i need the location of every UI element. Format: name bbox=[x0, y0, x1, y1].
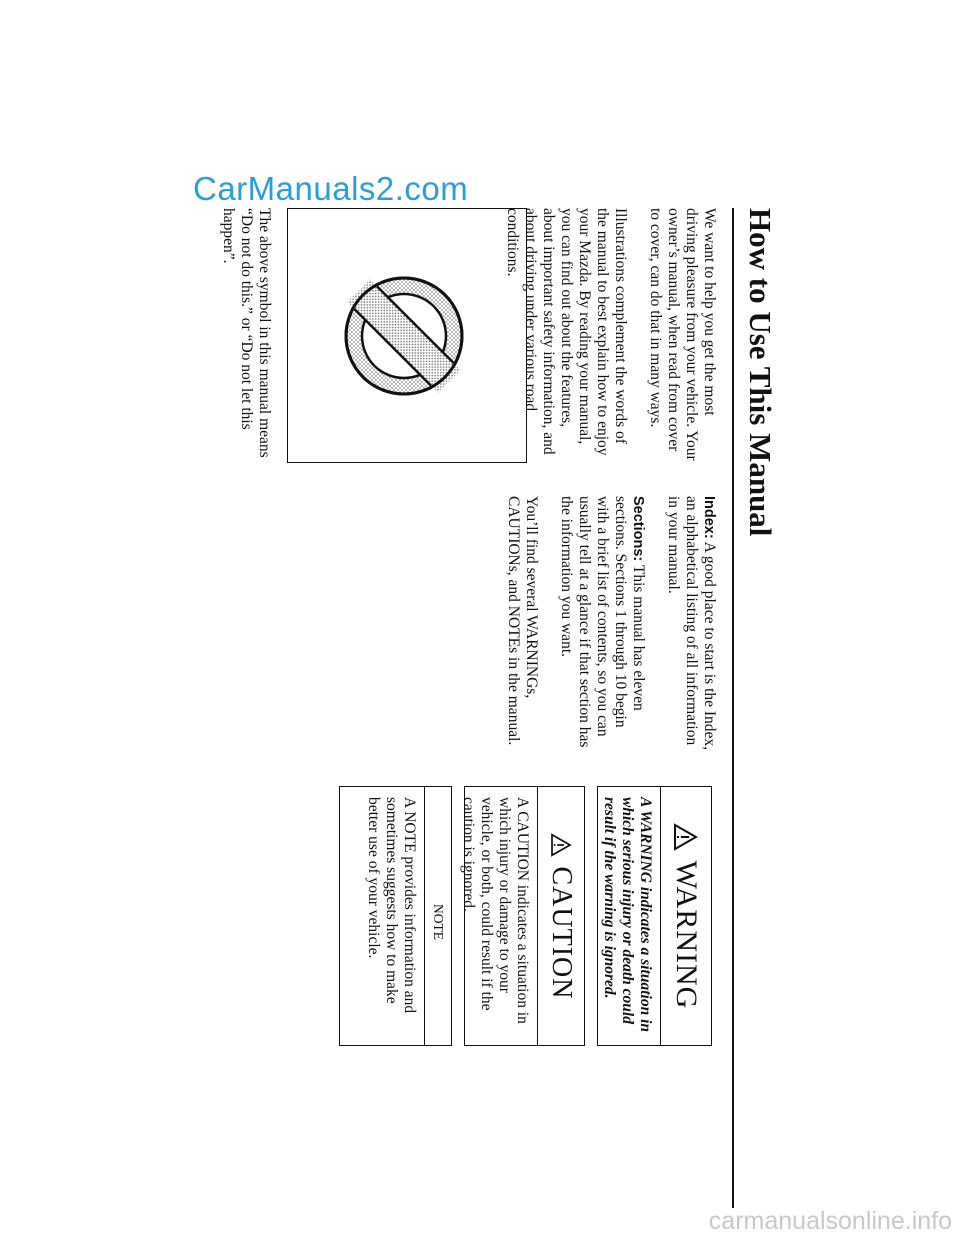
intro-paragraph: We want to help you get the most driving pleasure from your vehicle. Your owner’s manual, when read from cover to cover, can do that in many ways. bbox=[647, 208, 718, 461]
middle-column bbox=[487, 496, 718, 758]
sections-text: This manual has eleven sections. Sections 1 through 10 begin with a brief list of contents, so you can usually tell at a glance if that section has the information you want. bbox=[558, 496, 647, 748]
notice-boxes bbox=[327, 786, 712, 1046]
page-title: How to Use This Manual bbox=[743, 208, 778, 537]
symbol-caption: The above symbol in this manual means “Do not do this.” or “Do not let this happen”. bbox=[220, 208, 273, 458]
warning-heading-text: WARNING bbox=[670, 860, 703, 1010]
warning-triangle-icon bbox=[674, 823, 699, 851]
caution-text: A CAUTION indicates a situation in which injury or damage to your vehicle, or both, could result if the caution is ignored. bbox=[460, 797, 531, 1024]
manual-page bbox=[188, 208, 778, 1208]
notices-paragraph: You’ll find several WARNINGs, CAUTIONs, and NOTEs in the manual. bbox=[505, 496, 540, 746]
caution-heading bbox=[537, 787, 584, 1045]
prohibition-symbol-box bbox=[287, 208, 527, 463]
sections-label: Sections: bbox=[630, 496, 646, 562]
warning-box bbox=[597, 786, 712, 1046]
watermark-carmanuals2: CarManuals2.com bbox=[193, 170, 469, 207]
note-heading: NOTE bbox=[424, 787, 451, 1045]
note-text: A NOTE provides information and sometimes suggests how to make better use of your vehicle. bbox=[365, 797, 418, 1014]
index-paragraph bbox=[664, 496, 718, 758]
watermark-carmanualsonline: carmanualsonline.info bbox=[708, 1207, 952, 1235]
title-rule bbox=[732, 208, 734, 1208]
prohibition-icon bbox=[339, 271, 469, 401]
index-text: A good place to start is the Index, an alphabetical listing of all information in your manual. bbox=[665, 496, 718, 751]
sections-paragraph bbox=[557, 496, 647, 758]
warning-heading bbox=[660, 787, 711, 1045]
index-label: Index: bbox=[701, 496, 717, 539]
caution-triangle-icon bbox=[550, 833, 572, 857]
caution-box bbox=[460, 786, 585, 1046]
warning-text: A WARNING indicates a situation in which serious injury or death could result if the warning is ignored. bbox=[601, 797, 654, 1033]
note-box bbox=[339, 786, 452, 1046]
illustrations-paragraph: Illustrations complement the words of the manual to best explain how to enjoy your Mazda. By reading your manual, you can find out about the features, about important safety information, and about driving under various road conditions. bbox=[504, 208, 629, 456]
caution-heading-text: CAUTION bbox=[546, 866, 577, 1000]
